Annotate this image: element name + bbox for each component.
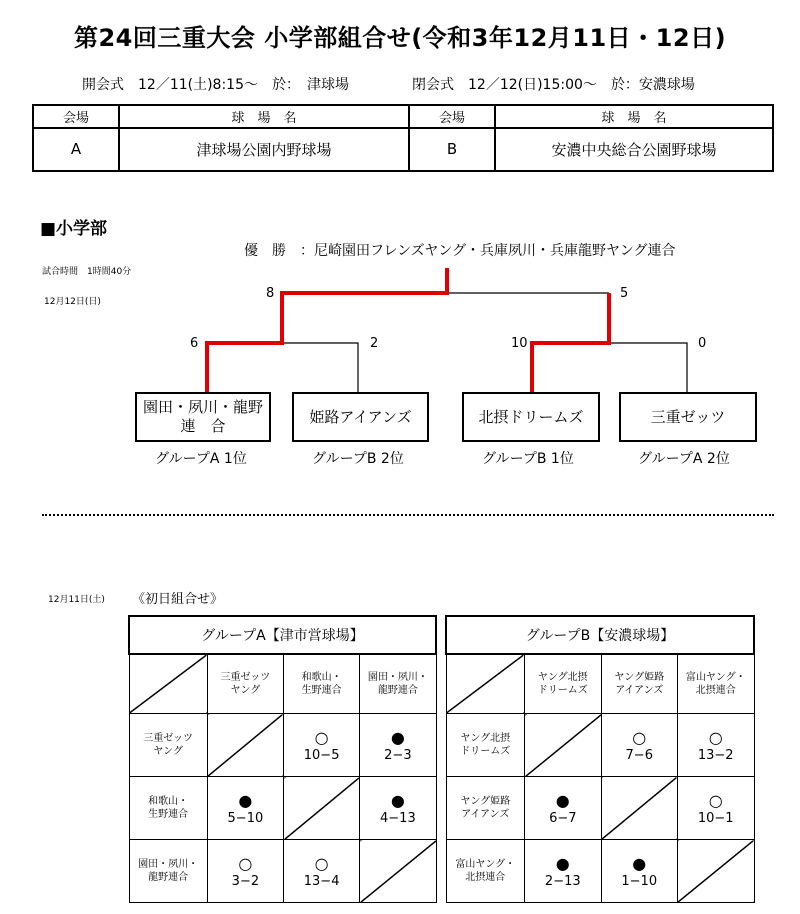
result-cell [360,714,436,777]
group-title: グループA【津市営球場】 [129,616,436,654]
venue-header-name: 球 場 名 [119,105,409,128]
venue-header-code: 会場 [33,105,119,128]
result-mark: ○ [708,727,723,747]
result-score: 13−4 [303,873,340,889]
team-box: 北摂ドリームズ [462,392,600,442]
result-score: 2−13 [544,873,581,889]
final-score-left: 8 [266,286,275,301]
result-score: 10−1 [697,810,734,826]
result-mark: ● [632,853,647,873]
venue-header-code: 会場 [409,105,495,128]
group-title: グループB【安濃球場】 [446,616,754,654]
result-score: 4−13 [380,810,416,826]
corner-cell [129,654,207,714]
self-cell [525,714,601,777]
venue-code: A [33,128,119,171]
column-header: 三重ゼッツ ヤング [207,654,283,714]
result-mark: ○ [708,790,723,810]
team-seed: グループA 1位 [155,451,247,467]
column-header: ヤング姫路 アイアンズ [601,654,677,714]
day1-date: 12月11日(土) [48,595,105,605]
champion: 優 勝 ：尼崎園田フレンズヤング・兵庫夙川・兵庫龍野ヤング連合 [244,243,676,259]
semi-score: 0 [698,336,707,351]
team-box: 姫路アイアンズ [292,392,429,442]
result-score: 2−3 [384,747,412,763]
section-title: ■小学部 [40,219,108,239]
result-mark: ● [238,790,253,810]
result-cell [677,714,754,777]
bracket-winner-line [532,293,609,392]
result-cell [677,777,754,840]
group-b-table [445,615,755,903]
column-header: 園田・夙川・ 龍野連合 [360,654,436,714]
self-cell [207,714,283,777]
result-score: 1−10 [621,873,658,889]
result-cell [207,840,283,903]
venue-header-name: 球 場 名 [495,105,773,128]
self-cell [677,840,754,903]
semi-score: 10 [511,336,528,351]
result-cell [360,777,436,840]
result-cell [207,777,283,840]
team-seed: グループB 1位 [482,451,574,467]
group-a-table [128,615,437,903]
corner-cell [446,654,525,714]
result-score: 5−10 [227,810,264,826]
result-cell [601,840,677,903]
column-header: 富山ヤング・ 北摂連合 [677,654,754,714]
team-box: 三重ゼッツ [619,392,757,442]
result-mark: ● [555,790,570,810]
result-cell [601,714,677,777]
row-header: 三重ゼッツ ヤング [129,714,207,777]
self-cell [601,777,677,840]
page-title: 第24回三重大会 小学部組合せ(令和3年12月11日・12日) [73,24,727,52]
team-seed: グループB 2位 [312,451,404,467]
result-score: 7−6 [625,747,653,763]
result-score: 3−2 [231,873,260,889]
result-mark: ○ [632,727,647,747]
game-time: 試合時間 1時間40分 [42,267,132,277]
result-cell [525,777,601,840]
venue-name: 津球場公園内野球場 [119,128,409,171]
result-mark: ● [390,727,405,747]
team-box: 園田・夙川・龍野 連 合 [135,392,271,442]
result-mark: ● [555,853,570,873]
bracket-line [282,343,358,392]
day1-title: 《初日組合せ》 [132,592,224,607]
final-date: 12月12日(日) [44,297,101,307]
row-header: 和歌山・ 生野連合 [129,777,207,840]
row-header: 園田・夙川・ 龍野連合 [129,840,207,903]
self-cell [360,840,436,903]
result-score: 6−7 [549,810,577,826]
bracket-winner-line [207,268,447,392]
result-score: 10−5 [303,747,340,763]
result-cell [284,714,360,777]
semi-score: 6 [190,336,199,351]
result-mark: ○ [238,853,253,873]
result-cell [525,840,601,903]
result-mark: ○ [314,727,329,747]
opening-ceremony: 開会式 12／11(土)8:15～ 於： 津球場 [82,77,349,93]
divider [42,514,774,516]
self-cell [284,777,360,840]
row-header: ヤング北摂 ドリームズ [446,714,525,777]
row-header: 富山ヤング・ 北摂連合 [446,840,525,903]
closing-ceremony: 閉会式 12／12(日)15:00～ 於：安濃球場 [412,77,695,93]
final-score-right: 5 [620,286,629,301]
team-seed: グループA 2位 [638,451,730,467]
result-score: 13−2 [697,747,734,763]
bracket-black-lines [282,293,687,392]
semi-score: 2 [370,336,379,351]
column-header: 和歌山・ 生野連合 [284,654,360,714]
result-mark: ● [390,790,405,810]
bracket-line [609,343,687,392]
venue-name: 安濃中央総合公園野球場 [495,128,773,171]
venue-code: B [409,128,495,171]
result-mark: ○ [314,853,329,873]
row-header: ヤング姫路 アイアンズ [446,777,525,840]
column-header: ヤング北摂 ドリームズ [525,654,601,714]
result-cell [284,840,360,903]
